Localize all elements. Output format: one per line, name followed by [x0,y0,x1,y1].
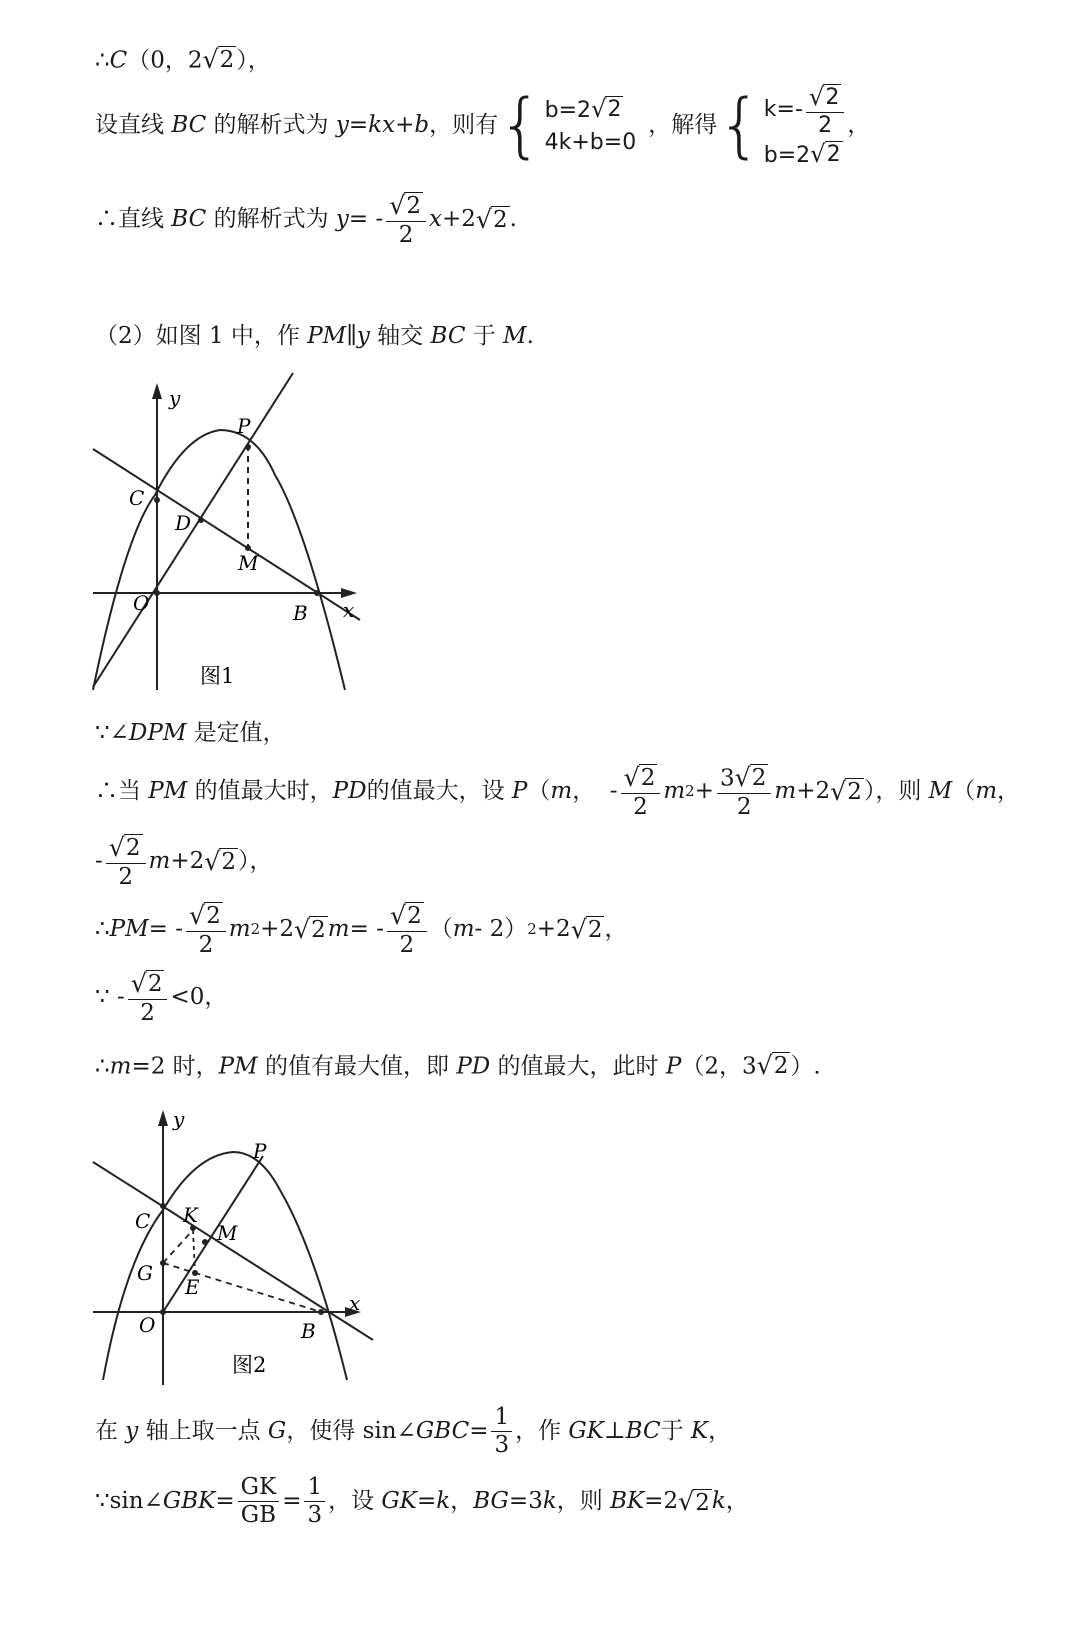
text-l12 [238,1560,268,1561]
fig2-label-m: M [217,1221,238,1245]
fig1-label-p: P [237,414,251,438]
fig1-point-c [154,497,160,503]
fig2-label-y: y [173,1107,185,1131]
fig1-point-b [314,590,320,596]
text-l8 [145,1560,169,1561]
line-2: 设直线 BC 的解析式为 y=kx+b，则有 { b=2 √ 2 4k+b=0 ，解得 { k=- √ 2 2 b=2 √ 2 ， [95,82,871,168]
text-l1 [0,1560,8,1561]
fig2-label-e: E [185,1275,200,1299]
fig1-label-m: M [238,551,259,575]
fig2-point-m [202,1239,208,1245]
text-l2-pre [8,1560,26,1561]
fig2-label-p: P [253,1139,267,1163]
line-8: ∴ PM = - √ 2 2 m 2 +2 √ 2 m = - √ 2 2 （ m - 2） 2 +2 √ 2 ， [95,900,628,958]
fig1-point-d [198,517,204,523]
line-10: ∴m=2 时，PM 的值有最大值，即 PD 的值最大，此时 P（2，3 √ 2 ）. [95,1050,821,1080]
figure-2 [85,1100,385,1390]
fig1-line-op [93,373,293,687]
fig1-point-o [154,590,160,596]
fig1-label-d: D [175,511,192,535]
fig2-point-g [160,1260,166,1266]
line-5: ∵∠DPM 是定值， [95,720,286,746]
fig2-label-g: G [137,1261,153,1285]
line-9: ∵ - √ 2 2 <0， [95,968,228,1026]
fig1-label-x: x [343,598,355,622]
line-1: ∴C（0，2 √ 2 ）， [95,44,271,74]
fig2-point-b [318,1309,324,1315]
line-7: - √ 2 2 m +2 √ 2 ）， [95,832,273,890]
fig2-dashed-gk [163,1230,193,1263]
fig2-label-b: B [301,1319,316,1343]
fig1-label-b: B [293,601,308,625]
text-l10 [177,1560,209,1561]
fig2-point-c [160,1203,166,1209]
text-l4 [66,1560,85,1561]
fig1-parabola [93,430,345,690]
text-l3 [47,1560,66,1561]
line-6: ∴当 PM 的值最大时， PD 的值最大，设 P （ m ， - √ 2 2 m 2 + 3 √ 2 2 m +2 √ 2 ），则 M （ m ， [95,762,1021,820]
text-l9 [170,1560,177,1561]
fig1-caption: 图1 [200,664,235,688]
line-3: ∴直线 BC 的解析式为 y = - √ 2 2 x +2 √ 2 . [95,190,517,248]
fig2-y-arrow [158,1110,168,1126]
fig2-caption: 图2 [232,1353,267,1377]
fig2-label-x: x [349,1291,361,1315]
text-l5 [86,1560,94,1561]
text-l6 [94,1560,136,1561]
line-12: ∵sin∠ GBK = $\frac{GK}{GB}$ = $\frac{1}{3}$ ，设 GK = k ， BG =3 k ，则 BK =2 √ 2 k ， [95,1474,749,1528]
text-l11 [209,1560,237,1561]
fig1-point-p [245,444,251,450]
fig1-x-arrow [341,588,357,598]
line-4: （2）如图 1 中，作 PM∥y 轴交 BC 于 M. [95,323,534,349]
fig1-y-arrow [152,383,162,399]
fig2-label-o: O [139,1313,156,1337]
text-l7 [136,1560,145,1561]
fig2-label-k: K [183,1203,198,1227]
fig2-label-c: C [135,1209,151,1233]
line-11: 在 y 轴上取一点 G ，使得 sin∠ GBC = $\frac{1}{3}$ ，作 GK ⊥ BC 于 K ， [95,1404,732,1458]
fig2-line-bc [93,1162,373,1340]
fig1-label-o: O [133,591,150,615]
fig1-label-y: y [169,386,181,410]
fig2-point-o [160,1309,166,1315]
fig1-label-c: C [129,486,145,510]
figure-1 [85,365,375,695]
